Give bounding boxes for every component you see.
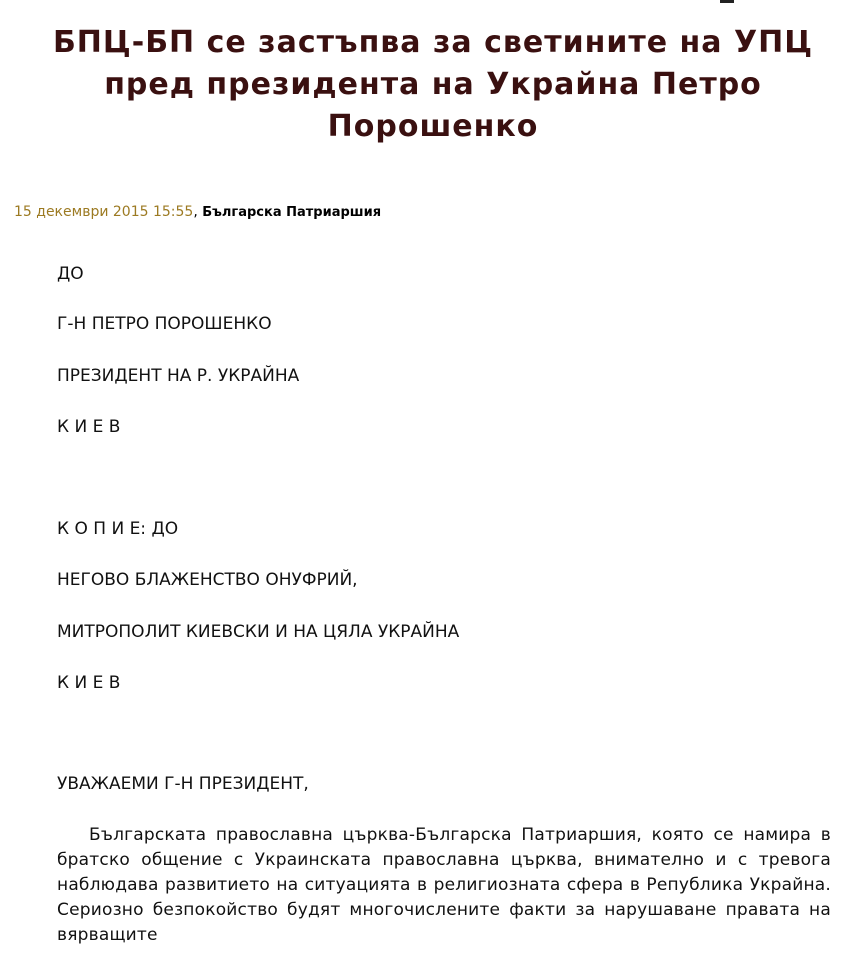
- article-author[interactable]: Българска Патриаршия: [202, 205, 382, 220]
- copy-city: К И Е В: [57, 673, 121, 693]
- article-title: БПЦ-БП се застъпва за светините на УПЦ пред президента на Украйна Петро Порошенко: [52, 25, 814, 144]
- top-edge-mark: [720, 0, 734, 3]
- meta-separator: ,: [193, 204, 203, 220]
- address-name: Г-Н ПЕТРО ПОРОШЕНКО: [57, 314, 272, 334]
- copy-label: К О П И Е: ДО: [57, 519, 179, 539]
- article-date: 15 декември 2015 15:55: [14, 204, 194, 220]
- address-city: К И Е В: [57, 417, 121, 437]
- letter-salutation: УВАЖАЕМИ Г-Н ПРЕЗИДЕНТ,: [57, 774, 309, 794]
- copy-position: МИТРОПОЛИТ КИЕВСКИ И НА ЦЯЛА УКРАЙНА: [57, 622, 460, 642]
- article-meta: [14, 203, 381, 222]
- copy-name: НЕГОВО БЛАЖЕНСТВО ОНУФРИЙ,: [57, 570, 358, 590]
- address-position: ПРЕЗИДЕНТ НА Р. УКРАЙНА: [57, 366, 300, 386]
- address-to: ДО: [57, 264, 84, 284]
- letter-paragraph: Българската православна църква-Българска Патриаршия, която се намира в братско общение с Украинската православна църква, внимателно и с тревога наблюдава развитието на ситуацията в религиозната сфера в Република Украйна. Сериозно безпокойство будят многочислените факти за нарушаване правата на вярващите: [57, 825, 831, 945]
